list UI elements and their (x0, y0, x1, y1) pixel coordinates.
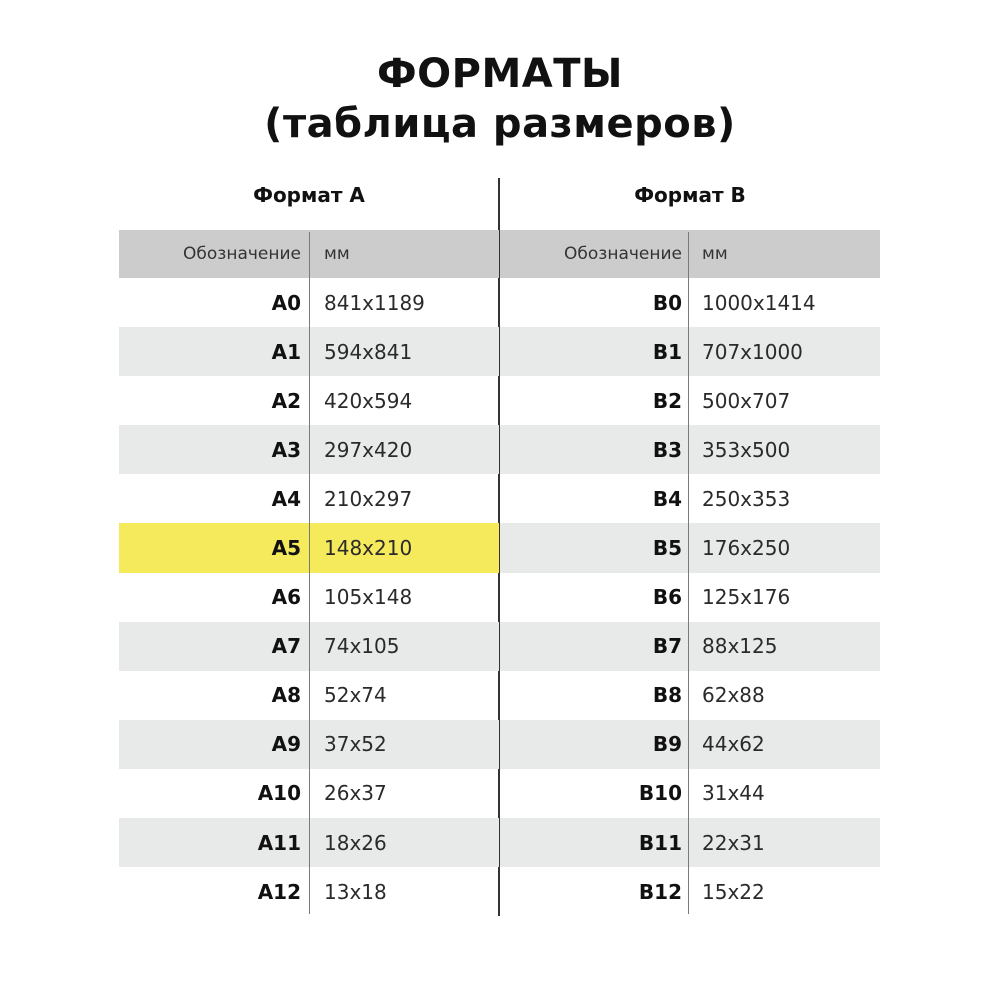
header-size: мм (324, 244, 350, 264)
format-code: B9 (652, 732, 682, 757)
table-row (500, 376, 880, 425)
header-code: Обозначение (564, 244, 682, 264)
format-size-mm: 176x250 (702, 536, 791, 561)
format-code: A8 (271, 683, 301, 708)
format-code: B11 (638, 830, 682, 855)
page-subtitle: (таблица размеров) (264, 101, 736, 147)
format-code: B2 (652, 388, 682, 413)
format-size-mm: 62x88 (702, 683, 765, 708)
format-code: A5 (271, 536, 301, 561)
format-code: A3 (271, 437, 301, 462)
format-b-rows (500, 278, 880, 916)
format-size-mm: 707x1000 (702, 339, 803, 364)
table-row (500, 867, 880, 916)
table-row (500, 327, 880, 376)
format-code: B8 (652, 683, 682, 708)
format-code: B6 (652, 585, 682, 610)
format-code: A11 (257, 830, 301, 855)
table-row (500, 769, 880, 818)
format-size-mm: 22x31 (702, 830, 765, 855)
page-title: ФОРМАТЫ (377, 51, 623, 97)
format-code: A4 (271, 486, 301, 511)
format-size-mm: 26x37 (324, 781, 387, 806)
format-code: B7 (652, 634, 682, 659)
format-size-mm: 52x74 (324, 683, 387, 708)
table-row (500, 671, 880, 720)
format-size-mm: 148x210 (324, 536, 413, 561)
header-size: мм (702, 244, 728, 264)
format-size-mm: 105x148 (324, 585, 413, 610)
format-size-mm: 88x125 (702, 634, 778, 659)
format-code: B3 (652, 437, 682, 462)
table-row (500, 818, 880, 867)
format-code: B10 (638, 781, 682, 806)
format-size-mm: 594x841 (324, 339, 413, 364)
format-b-column-separator (688, 232, 689, 914)
table-row (500, 523, 880, 572)
table-row (500, 720, 880, 769)
format-size-mm: 841x1189 (324, 290, 425, 315)
format-b-header-row (500, 230, 880, 278)
format-a-heading: Формат А (253, 183, 365, 207)
format-code: A12 (257, 879, 301, 904)
format-code: A1 (271, 339, 301, 364)
format-size-mm: 18x26 (324, 830, 387, 855)
format-size-mm: 500x707 (702, 388, 791, 413)
format-size-mm: 37x52 (324, 732, 387, 757)
table-row (500, 474, 880, 523)
format-b-heading: Формат В (634, 183, 746, 207)
format-size-mm: 31x44 (702, 781, 765, 806)
format-size-mm: 74x105 (324, 634, 400, 659)
format-size-mm: 297x420 (324, 437, 413, 462)
format-code: A7 (271, 634, 301, 659)
format-code: A0 (271, 290, 301, 315)
table-row (500, 622, 880, 671)
format-b-table (500, 0, 880, 1000)
format-code: B1 (652, 339, 682, 364)
format-size-mm: 250x353 (702, 486, 791, 511)
table-row (500, 425, 880, 474)
format-code: B12 (638, 879, 682, 904)
header-code: Обозначение (183, 244, 301, 264)
format-code: B5 (652, 536, 682, 561)
format-code: B0 (652, 290, 682, 315)
format-a-table (119, 0, 499, 1000)
format-code: A2 (271, 388, 301, 413)
format-code: B4 (652, 486, 682, 511)
format-size-mm: 1000x1414 (702, 290, 816, 315)
format-size-mm: 420x594 (324, 388, 413, 413)
format-a-column-separator (309, 232, 310, 914)
format-size-mm: 353x500 (702, 437, 791, 462)
format-code: A9 (271, 732, 301, 757)
format-code: A6 (271, 585, 301, 610)
table-row (500, 278, 880, 327)
format-size-mm: 15x22 (702, 879, 765, 904)
table-row (500, 573, 880, 622)
format-code: A10 (257, 781, 301, 806)
format-size-mm: 210x297 (324, 486, 413, 511)
format-size-mm: 44x62 (702, 732, 765, 757)
format-size-mm: 13x18 (324, 879, 387, 904)
format-size-mm: 125x176 (702, 585, 791, 610)
